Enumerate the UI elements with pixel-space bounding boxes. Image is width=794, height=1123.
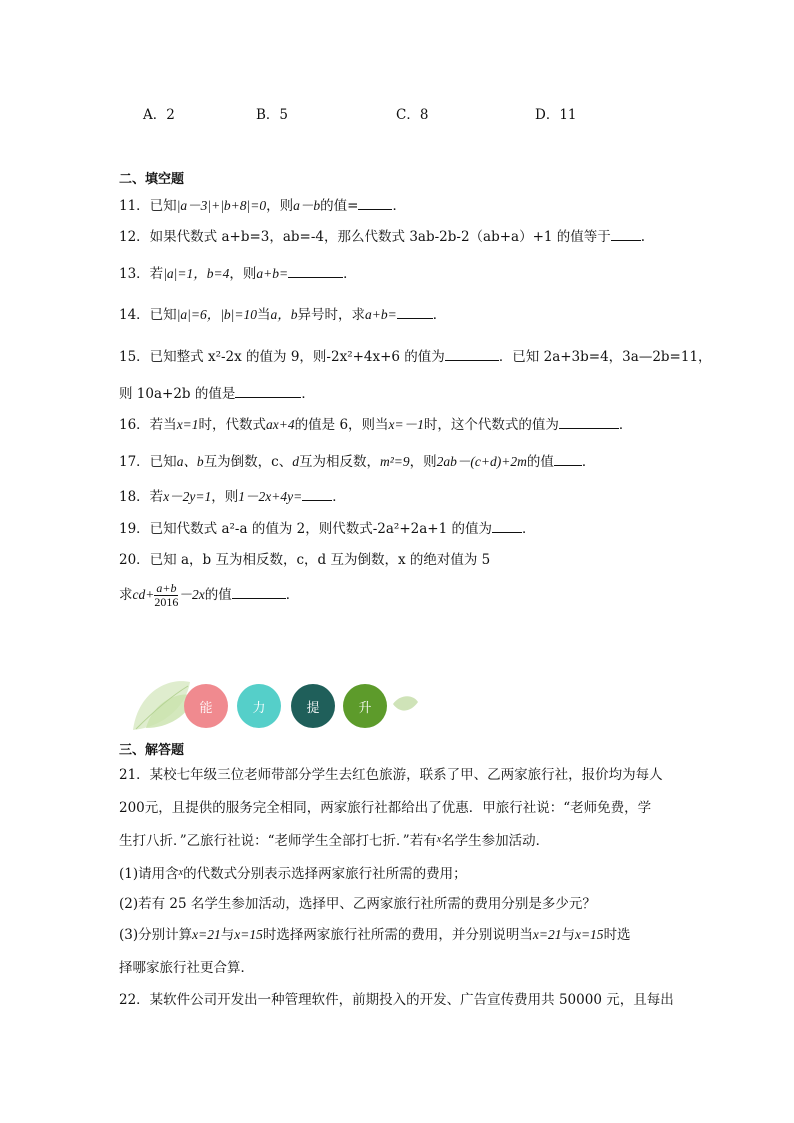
question-20-line-2: 求cd+ $\frac{a+b}{2016}$ －2x的值 ． xyxy=(119,581,300,609)
option-d: D．11 xyxy=(535,107,577,123)
question-21-part-3-line-2: 择哪家旅行社更合算． xyxy=(119,960,254,976)
question-13: 13．若|a|=1，b=4，则a+b= ． xyxy=(119,266,357,282)
badge-power: 力 xyxy=(237,684,281,728)
option-c: C．8 xyxy=(396,107,429,123)
badge-up: 升 xyxy=(343,684,387,728)
question-17: 17．已知a、b互为倒数，c、d互为相反数，m²=9，则2ab－(c+d)+2m的值 ． xyxy=(119,454,596,470)
question-21-part-1: (1)请用含$^x$的代数式分别表示选择两家旅行社所需的费用； xyxy=(119,866,467,882)
question-19: 19．已知代数式 a²-a 的值为 2，则代数式-2a²+2a+1 的值为 ． xyxy=(119,521,536,537)
question-15-line-1: 15．已知整式 x²-2x 的值为 9，则-2x²+4x+6 的值为 ．已知 2a+3b=4，3a—2b=11， xyxy=(119,349,712,365)
question-14: 14．已知|a|=6，|b|=10当a，b异号时，求a+b= ． xyxy=(119,307,447,323)
question-12: 12．如果代数式 a+b=3，ab=-4，那么代数式 3ab-2b-2（ab+a）+1 的值等于 . xyxy=(119,229,646,245)
question-22-line-1: 22．某软件公司开发出一种管理软件，前期投入的开发、广告宣传费用共 50000 元，且每出 xyxy=(119,992,674,1008)
question-21-line-3: 生打八折．”乙旅行社说：“老师学生全部打七折．”若有$^x$名学生参加活动． xyxy=(119,833,550,849)
question-18: 18．若x－2y=1，则1－2x+4y= ． xyxy=(119,489,346,505)
section-heading-answer: 三、解答题 xyxy=(119,743,185,758)
question-21-part-2: (2)若有 25 名学生参加活动，选择甲、乙两家旅行社所需的费用分别是多少元？ xyxy=(119,896,596,912)
question-20-line-1: 20．已知 a，b 互为相反数，c，d 互为倒数，x 的绝对值为 5 xyxy=(119,552,491,568)
question-11: 11．已知|a－3|+|b+8|=0，则a－b的值= ． xyxy=(119,198,406,214)
badge-ability: 能 xyxy=(184,684,228,728)
question-21-line-1: 21．某校七年级三位老师带部分学生去红色旅游，联系了甲、乙两家旅行社，报价均为每人 xyxy=(119,767,663,783)
option-a: A．2 xyxy=(143,107,175,123)
question-16: 16．若当x=1时，代数式ax+4的值是 6，则当x=－1时，这个代数式的值为 ． xyxy=(119,417,633,433)
question-21-line-2: 200元，且提供的服务完全相同，两家旅行社都给出了优惠．甲旅行社说：“老师免费，学 xyxy=(119,800,652,816)
fraction: $\frac{a+b}{2016}$ xyxy=(154,581,179,609)
option-b: B．5 xyxy=(256,107,289,123)
question-15-line-2: 则 10a+2b 的值是 ． xyxy=(119,386,315,402)
badge-raise: 提 xyxy=(291,684,335,728)
section-heading-fill-blank: 二、填空题 xyxy=(119,172,185,187)
question-21-part-3-line-1: (3)分别计算x=21与x=15时选择两家旅行社所需的费用，并分别说明当x=21与x=15时选 xyxy=(119,927,631,943)
